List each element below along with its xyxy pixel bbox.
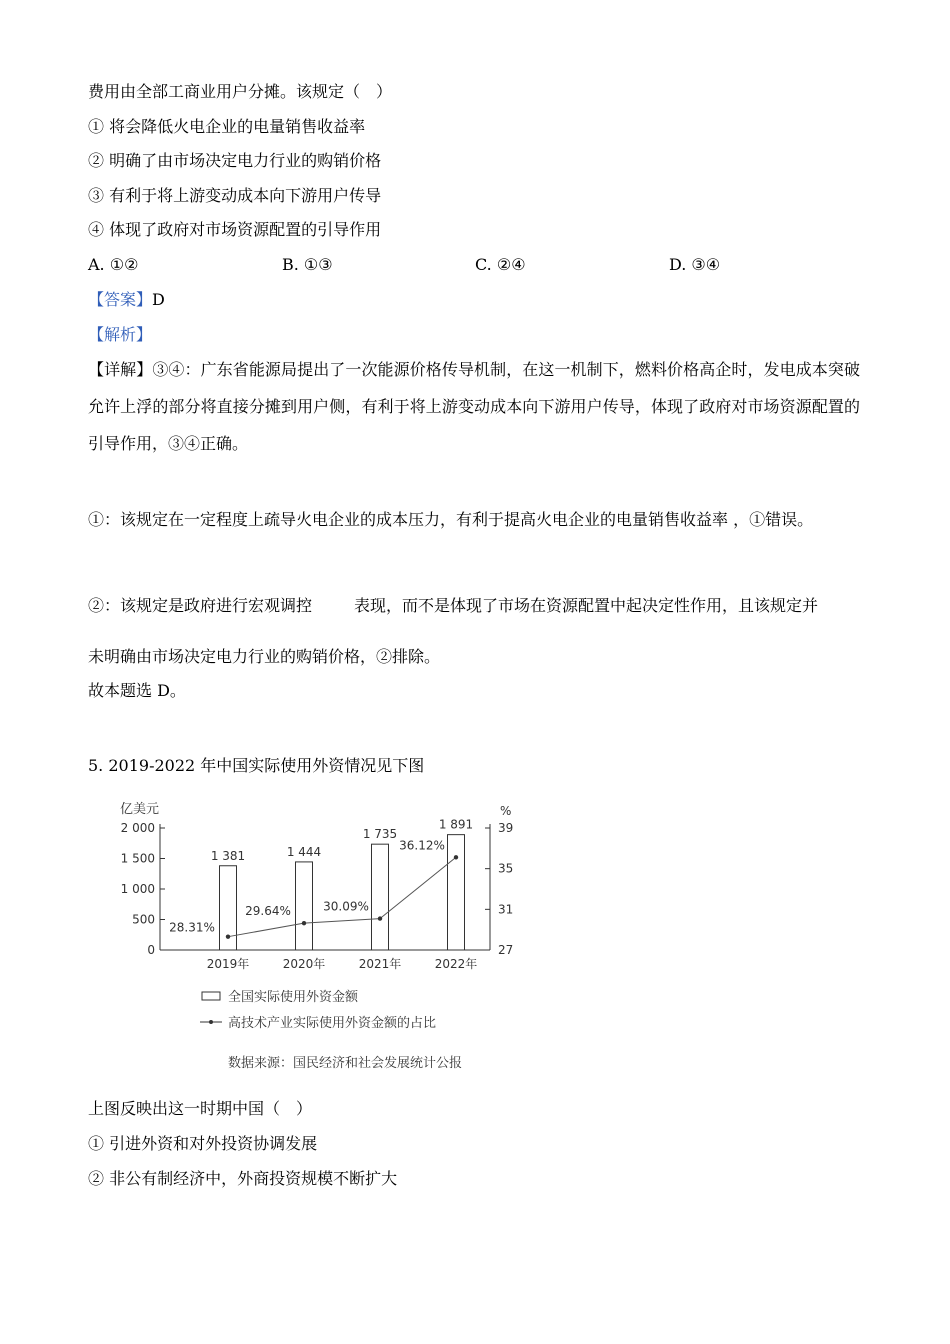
line-path [228,857,456,936]
line-point [302,921,306,925]
y-left-tick-label: 0 [147,943,155,957]
detail-text: ③④：广东省能源局提出了一次能源价格传导机制，在这一机制下，燃料价格高企时，发电成本突破允许上浮的部分将直接分摊到用户侧，有利于将上游变动成本向下游用户传导，体现了政府对市场资源配置的引导作用，③④正确。 [88,360,860,453]
q4-para-1: ①：该规定在一定程度上疏导火电企业的成本压力，有利于提高火电企业的电量销售收益率 ，①错误。 [88,510,814,529]
bar-value-label: 1 381 [210,848,246,863]
q4-para-2-a: ②：该规定是政府进行宏观调控 [88,596,313,615]
bar-value-label: 1 444 [286,844,322,859]
q4-conclusion: 故本题选 D。 [88,681,186,700]
q5-stem: 5. 2019-2022 年中国实际使用外资情况见下图 [88,756,425,775]
chart-source: 数据来源：国民经济和社会发展统计公报 [228,1056,463,1071]
analysis-tag: 【解析】 [88,325,153,344]
y-left-unit-label: 亿美元 [120,802,160,817]
y-right-tick-label: 39 [498,821,514,835]
x-tick-label: 2020年 [282,957,326,971]
answer-tag: 【答案】 [88,290,153,309]
q4-para-2-b: 表现，而不是体现了市场在资源配置中起决定性作用，且该规定并 [354,596,819,615]
line-point [378,916,382,920]
y-right-tick-label: 35 [498,861,514,876]
legend-bar-label: 全国实际使用外资金额 [228,990,359,1005]
q5-after-chart: 上图反映出这一时期中国（ ） [88,1099,313,1118]
q4-option-a: A. ①② [88,255,139,274]
q4-para-2-c: 未明确由市场决定电力行业的购销价格，②排除。 [88,647,441,666]
line-point [226,934,230,938]
x-tick-label: 2022年 [434,957,478,971]
q4-option-c: C. ②④ [475,255,526,274]
x-tick-label: 2019年 [206,957,250,971]
y-right-tick-label: 31 [498,902,514,917]
fdi-chart [100,792,540,1082]
line-value-label: 36.12% [399,838,445,853]
detail-tag: 【详解】 [88,360,153,379]
line-value-label: 28.31% [169,920,215,935]
line-value-label: 30.09% [323,899,369,914]
q4-item-4: ④ 体现了政府对市场资源配置的引导作用 [88,220,382,239]
q4-option-b: B. ①③ [282,255,333,274]
q4-item-3: ③ 有利于将上游变动成本向下游用户传导 [88,186,382,205]
y-right-unit-label: % [500,804,512,818]
q4-answer-line [88,290,165,310]
bar [372,844,389,950]
legend-bar-swatch [202,992,220,1000]
line-point [454,855,458,859]
bar [296,862,313,950]
bar-value-label: 1 891 [438,817,474,832]
y-left-tick-label: 1 500 [120,851,155,866]
y-left-tick-label: 500 [132,912,155,927]
bar [448,835,465,950]
legend-line-label: 高技术产业实际使用外资金额的占比 [228,1016,437,1031]
q4-stem-tail: 费用由全部工商业用户分摊。该规定（ ） [88,82,393,101]
line-value-label: 29.64% [245,904,291,919]
legend-line-dot [209,1020,213,1024]
q4-para-2 [88,596,818,616]
x-tick-label: 2021年 [358,957,402,971]
y-right-tick-label: 27 [498,943,514,957]
q4-option-d: D. ③④ [669,255,721,274]
q4-item-2: ② 明确了由市场决定电力行业的购销价格 [88,151,382,170]
bar-value-label: 1 735 [362,827,398,842]
q5-item-1: ① 引进外资和对外投资协调发展 [88,1134,318,1153]
y-left-tick-label: 1 000 [120,882,155,896]
q5-item-2: ② 非公有制经济中，外商投资规模不断扩大 [88,1169,398,1188]
y-left-tick-label: 2 000 [120,821,155,835]
answer-value: D [152,290,165,309]
q4-item-1: ① 将会降低火电企业的电量销售收益率 [88,117,366,136]
q4-detail [88,351,860,462]
chart-legend [200,989,436,1031]
